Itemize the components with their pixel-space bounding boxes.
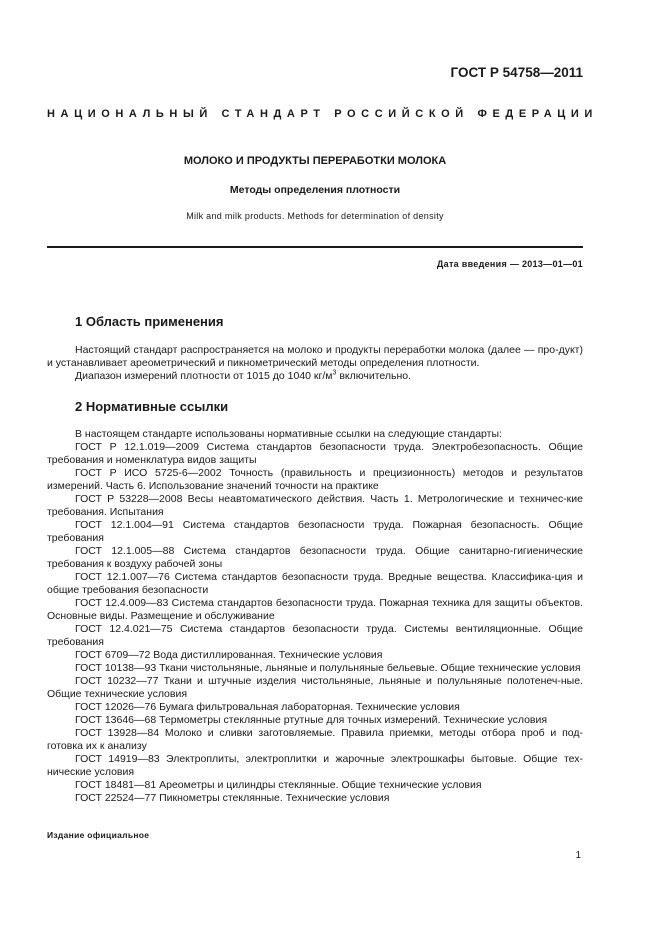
english-title: Milk and milk products. Methods for determination of density: [186, 211, 444, 221]
reference-item: ГОСТ 13928—84 Молоко и сливки заготовляемые. Правила приемки, методы отбора проб и под-готовка их к анализу: [47, 727, 583, 752]
page-number: 1: [575, 850, 581, 861]
reference-item: ГОСТ 12.4.021—75 Система стандартов безопасности труда. Системы вентиляционные. Общие требования: [47, 623, 583, 648]
reference-item: ГОСТ Р 53228—2008 Весы неавтоматического действия. Часть 1. Метрологические и техничес-кие требования. Испытания: [47, 493, 583, 518]
section-1-paragraph: [47, 370, 583, 383]
section-1-body: [47, 344, 583, 383]
introduction-date: Дата введения — 2013—01—01: [436, 259, 583, 269]
reference-item: ГОСТ 22524—77 Пикнометры стеклянные. Технические условия: [75, 792, 390, 804]
reference-item: ГОСТ 12.1.007—76 Система стандартов безопасности труда. Вредные вещества. Классифика-ция и общие требования безопасности: [47, 571, 583, 596]
document-code: ГОСТ Р 54758—2011: [450, 65, 583, 80]
official-edition-note: Издание официальное: [47, 830, 150, 840]
section-1-paragraph: Настоящий стандарт распространяется на молоко и продукты переработки молока (далее — про-дукт) и устанавливает ареометрический и пикнометрический методы определения плотности.: [47, 344, 583, 369]
reference-item: ГОСТ Р 12.1.019—2009 Система стандартов безопасности труда. Электробезопасность. Общие требования и номенклатура видов защиты: [47, 441, 583, 466]
section-2-heading: 2 Нормативные ссылки: [75, 399, 229, 414]
document-title: МОЛОКО И ПРОДУКТЫ ПЕРЕРАБОТКИ МОЛОКА: [183, 155, 447, 167]
reference-item: ГОСТ 6709—72 Вода дистиллированная. Технические условия: [75, 649, 383, 661]
reference-item: ГОСТ Р ИСО 5725-6—2002 Точность (правильность и прецизионность) методов и результатов измерений. Часть 6. Использование значений точности на практике: [47, 467, 583, 492]
reference-item: ГОСТ 12.1.005—88 Система стандартов безопасности труда. Общие санитарно-гигиенические требования к воздуху рабочей зоны: [47, 545, 583, 570]
section-1-heading: 1 Область применения: [75, 314, 224, 329]
density-range-suffix: включительно.: [336, 370, 412, 382]
reference-item: ГОСТ 10138—93 Ткани чистольняные, льняные и полульняные бельевые. Общие технические условия: [75, 662, 581, 674]
superscript: 3: [332, 369, 337, 377]
reference-item: ГОСТ 10232—77 Ткани и штучные изделия чистольняные, льняные и полульняные полотенеч-ные. Общие технические условия: [47, 675, 583, 700]
density-range-text: Диапазон измерений плотности от 1015 до 1040 кг/м: [75, 370, 333, 382]
reference-item: ГОСТ 18481—81 Ареометры и цилиндры стеклянные. Общие технические условия: [75, 779, 482, 791]
horizontal-rule: [47, 246, 583, 248]
reference-item: ГОСТ 12026—76 Бумага фильтровальная лабораторная. Технические условия: [75, 701, 460, 713]
reference-item: ГОСТ 14919—83 Электроплиты, электроплитки и жарочные электрошкафы бытовые. Общие тех-нические условия: [47, 753, 583, 778]
reference-item: ГОСТ 12.1.004—91 Система стандартов безопасности труда. Пожарная безопасность. Общие требования: [47, 519, 583, 544]
reference-item: ГОСТ 12.4.009—83 Система стандартов безопасности труда. Пожарная техника для защиты объектов. Основные виды. Размещение и обслуживание: [47, 597, 583, 622]
section-2-intro: В настоящем стандарте использованы нормативные ссылки на следующие стандарты:: [75, 428, 502, 440]
national-standard-banner: НАЦИОНАЛЬНЫЙ СТАНДАРТ РОССИЙСКОЙ ФЕДЕРАЦИИ: [47, 108, 598, 120]
section-2-body: [47, 428, 583, 805]
document-subtitle: Методы определения плотности: [229, 184, 401, 196]
reference-item: ГОСТ 13646—68 Термометры стеклянные ртутные для точных измерений. Технические условия: [75, 714, 548, 726]
